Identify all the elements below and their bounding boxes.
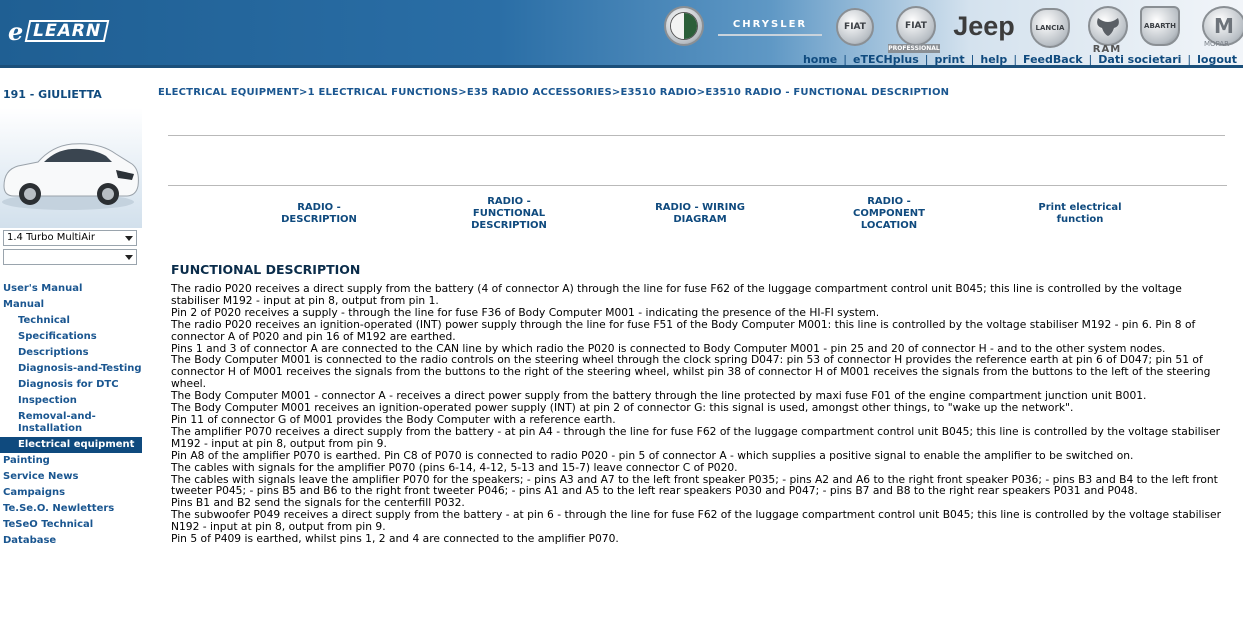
menu-diagnosis-for-dtc[interactable]: Diagnosis for DTC <box>18 379 119 390</box>
menu-service-news[interactable]: Service News <box>3 471 79 482</box>
menu-technical-specifications[interactable]: Technical Specifications <box>18 315 97 342</box>
nav-logout-link[interactable]: logout <box>1197 52 1237 66</box>
nav-separator: | <box>970 52 975 66</box>
tab-radio-functional-description[interactable] <box>452 196 566 232</box>
tab-radio-description[interactable] <box>262 202 376 226</box>
nav-separator: | <box>1187 52 1192 66</box>
mopar-label: MOPAR <box>1204 40 1229 48</box>
secondary-select[interactable] <box>3 249 137 265</box>
jeep-logo-icon: Jeep <box>953 10 1015 41</box>
menu-teseo-newletters[interactable]: Te.Se.O. Newletters <box>3 503 115 514</box>
menu-manual[interactable]: Manual <box>3 299 45 310</box>
nav-help-link[interactable]: help <box>980 52 1008 66</box>
breadcrumb[interactable]: ELECTRICAL EQUIPMENT>1 ELECTRICAL FUNCTIONS>E35 RADIO ACCESSORIES>E3510 RADIO>E3510 RADIO - FUNCTIONAL DESCRIPTION <box>158 87 950 98</box>
fiat-professional-logo-icon: FIAT <box>896 6 936 46</box>
chrysler-logo-icon: CHRYSLER <box>718 14 822 36</box>
tab-print-electrical-function[interactable] <box>1020 202 1140 226</box>
menu-painting[interactable]: Painting <box>3 455 50 466</box>
paragraph: The cables with signals for the amplifier P070 (pins 6-14, 4-12, 5-13 and 15-7) leave connector C of P020. <box>171 460 738 474</box>
tab-label-line: DIAGRAM <box>673 214 727 225</box>
chevron-down-icon <box>125 236 133 241</box>
engine-select[interactable] <box>3 230 137 246</box>
menu-descriptions[interactable]: Descriptions <box>18 347 89 358</box>
menu-users-manual[interactable]: User's Manual <box>3 283 83 294</box>
paragraph: Pin 11 of connector G of M001 provides the Body Computer with a reference earth. <box>171 412 616 426</box>
ram-head-icon <box>1095 14 1121 38</box>
menu-removal-and-installation[interactable] <box>0 409 142 437</box>
model-title: 191 - GIULIETTA <box>3 88 102 101</box>
tab-radio-wiring-diagram[interactable] <box>640 202 760 226</box>
elearn-logo[interactable] <box>8 18 107 44</box>
fiat-professional-label: PROFESSIONAL <box>888 45 940 52</box>
lancia-logo-icon: LANCIA <box>1030 8 1070 48</box>
car-image <box>0 108 142 228</box>
nav-print-link[interactable]: print <box>934 52 965 66</box>
menu-diagnosis-and-testing[interactable]: Diagnosis-and-Testing <box>18 363 142 374</box>
menu-inspection[interactable]: Inspection <box>18 395 77 406</box>
tab-label-line: FUNCTIONAL <box>472 208 546 219</box>
tab-label-line: LOCATION <box>860 220 918 231</box>
mopar-logo-icon: M <box>1202 6 1243 46</box>
section-title: FUNCTIONAL DESCRIPTION <box>171 262 361 277</box>
sidebar-menu <box>0 281 142 549</box>
car-illustration <box>0 108 142 228</box>
engine-select-value: 1.4 Turbo MultiAir <box>7 232 95 243</box>
paragraph: The Body Computer M001 - connector A - receives a direct power supply from the battery through the line protected by maxi fuse F01 of the engine compartment junction unit B001. <box>171 389 1147 403</box>
menu-electrical-equipment[interactable]: Electrical equipment <box>0 437 142 453</box>
nav-separator: | <box>924 52 929 66</box>
nav-separator: | <box>1013 52 1018 66</box>
tab-label-line: COMPONENT <box>852 208 925 219</box>
paragraph: Pins 1 and 3 of connector A are connected to the CAN line by which radio the P020 is connected to Body Computer M001 - pin 25 and 20 of connector H - and to the other system nodes. <box>171 341 1166 355</box>
ram-logo-icon <box>1088 6 1128 46</box>
paragraph: The radio P020 receives a direct supply from the battery (4 of connector A) through the line for fuse F62 of the luggage compartment control unit B045; this line is controlled by the voltage stabiliser M192 - input at pin 8, output from pin 1. <box>171 282 1182 307</box>
logo-prefix: e <box>8 16 24 46</box>
header-bar <box>0 0 1243 68</box>
menu-removal-and-installation-label: Removal-and-Installation <box>18 411 96 434</box>
nav-separator: | <box>1088 52 1093 66</box>
paragraph: The subwoofer P049 receives a direct supply from the battery - at pin 6 - through the line for fuse F62 of the luggage compartment control unit B045; this line is controlled by the voltage stabiliser N192 - input at pin 8, output from pin 9. <box>171 508 1222 534</box>
menu-campaigns[interactable]: Campaigns <box>3 487 66 498</box>
nav-dati-societari-link[interactable]: Dati societari <box>1098 52 1182 66</box>
paragraph: The Body Computer M001 receives an ignition-operated power supply (INT) at pin 2 of connector G: this signal is used, amongst other things, to "wake up the network". <box>171 401 1074 415</box>
tab-label-line: DESCRIPTION <box>471 220 547 231</box>
left-sidebar <box>0 80 142 639</box>
paragraph: Pin A8 of the amplifier P070 is earthed. Pin C8 of P070 is connected to radio P020 - pin 5 of connector A - which supplies a positive signal to enable the amplifier to be switched on. <box>171 448 1134 462</box>
ram-label: RAM <box>1092 44 1122 55</box>
top-navigation <box>797 51 1243 67</box>
tab-label-line: function <box>1056 214 1104 225</box>
paragraph: The radio P020 receives an ignition-operated (INT) power supply through the line for fuse F51 of the Body Computer M001: this line is controlled by the voltage stabiliser M192 - pin 6. Pin 8 of connector A of P020 and pin 16 of M192 are earthed. <box>171 317 1196 343</box>
tab-label-line: RADIO - <box>487 196 531 207</box>
tab-label-line: Print electrical <box>1038 202 1122 213</box>
tab-label-line: RADIO - <box>867 196 911 207</box>
alfa-romeo-logo-icon <box>664 6 704 46</box>
functional-description-text <box>171 283 1229 545</box>
paragraph: Pin 5 of P409 is earthed, whilst pins 1, 2 and 4 are connected to the amplifier P070. <box>171 532 619 546</box>
paragraph: The amplifier P070 receives a direct supply from the battery - at pin A4 - through the line for fuse F62 of the luggage compartment control unit B045; this line is controlled by the voltage stabiliser M192 - input at pin 8, output from pin 9. <box>171 424 1221 450</box>
nav-home-link[interactable]: home <box>802 52 838 66</box>
menu-teseo-technical-database[interactable]: TeSeO Technical Database <box>3 519 94 546</box>
chevron-down-icon <box>125 255 133 260</box>
paragraph: Pin 2 of P020 receives a supply - through the line for fuse F36 of Body Computer M001 - indicating the presence of the HI-FI system. <box>171 305 880 319</box>
paragraph: The Body Computer M001 is connected to the radio controls on the steering wheel through the clock spring D047: pin 53 of connector H provides the reference earth at pin 6 of D047; pin 51 of connector H of M001 receives the signals from the buttons to the right of the steering wheel, whilst pin 38 of connector H of M001 receives the signals from the buttons to the left of the steering wheel. <box>171 353 1211 391</box>
abarth-logo-icon: ABARTH <box>1140 6 1180 46</box>
nav-etechplus-link[interactable]: eTECHplus <box>852 52 919 66</box>
divider <box>168 135 1225 136</box>
divider <box>168 185 1227 186</box>
nav-separator: | <box>843 52 847 66</box>
tab-label-line: RADIO - <box>297 202 341 213</box>
nav-feedback-link[interactable]: FeedBack <box>1023 52 1083 66</box>
tab-radio-component-location[interactable] <box>832 196 946 232</box>
paragraph: The cables with signals leave the amplifier P070 for the speakers; - pins A3 and A7 to the left front speaker P035; - pins A2 and A6 to the right front speaker P036; - pins B3 and B4 to the left front tweeter P045; - pins B5 and B6 to the right front tweeter P046; - pins A1 and A5 to the left rear speakers P030 and P047; - pins B7 and B8 to the right rear speakers P031 and P048. <box>171 472 1218 498</box>
paragraph: Pins B1 and B2 send the signals for the centerfill P032. <box>171 496 465 510</box>
tab-label-line: RADIO - WIRING <box>655 202 745 213</box>
tab-label-line: DESCRIPTION <box>281 214 357 225</box>
fiat-logo-icon: FIAT <box>836 8 874 46</box>
logo-text: LEARN <box>25 20 110 42</box>
